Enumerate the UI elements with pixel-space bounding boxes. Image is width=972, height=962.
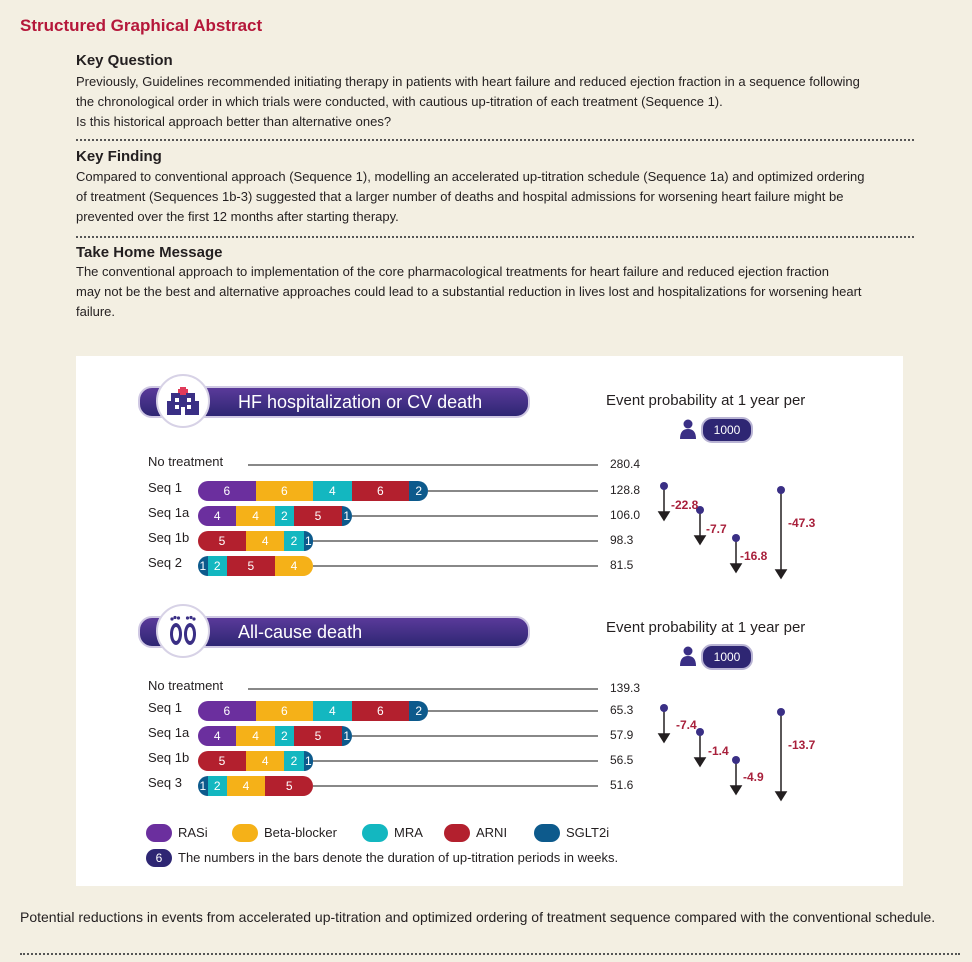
divider (76, 139, 914, 141)
sequence-label: Seq 2 (148, 555, 182, 570)
sequence-value: 81.5 (610, 558, 634, 572)
no-treatment-value: 139.3 (610, 681, 641, 695)
sequence-value: 98.3 (610, 533, 634, 547)
key-question-heading: Key Question (76, 52, 173, 69)
segment-arni: 5 (265, 776, 313, 796)
sequence-label: Seq 1b (148, 750, 190, 765)
segment-arni: 6 (352, 481, 410, 501)
segment-arni: 5 (294, 506, 342, 526)
segment-beta-blocker: 4 (246, 531, 284, 551)
segment-rasi: 6 (198, 701, 256, 721)
legend-example-chip (146, 849, 172, 867)
figure-caption: Potential reductions in events from accelerated up-titration and optimized ordering of treatment sequence compared with the conventional schedule. (20, 909, 936, 925)
sequence-track (313, 760, 598, 762)
sequence-label: Seq 1a (148, 725, 190, 740)
sequence-track (313, 565, 598, 567)
legend-swatch (232, 824, 258, 842)
segment-arni: 6 (352, 701, 410, 721)
segment-beta-blocker: 6 (256, 481, 314, 501)
segment-rasi: 4 (198, 506, 236, 526)
sequence-value: 51.6 (610, 778, 634, 792)
segment-rasi: 4 (198, 726, 236, 746)
key-finding-line: prevented over the first 12 months after starting therapy. (76, 209, 399, 224)
segment-beta-blocker: 4 (236, 726, 274, 746)
abstract-title: Structured Graphical Abstract (20, 16, 263, 35)
sequence-track (428, 710, 598, 712)
sequence-value: 106.0 (610, 508, 641, 522)
sequence-value: 65.3 (610, 703, 634, 717)
take-home-line: failure. (76, 304, 116, 319)
segment-sglt2i: 1 (304, 531, 314, 551)
sequence-value: 56.5 (610, 753, 634, 767)
sequence-bar (198, 556, 313, 576)
take-home-heading: Take Home Message (76, 244, 223, 261)
segment-beta-blocker: 6 (256, 701, 314, 721)
no-treatment-label: No treatment (148, 678, 224, 693)
hf-delta-arrows (651, 476, 811, 586)
hf-delta-seq1a: -22.8 (671, 498, 699, 512)
sequence-bar (198, 726, 352, 746)
death-delta-seq1b: -1.4 (708, 744, 729, 758)
key-question-line: Is this historical approach better than alternative ones? (76, 114, 392, 129)
segment-arni: 5 (198, 531, 246, 551)
segment-rasi: 6 (198, 481, 256, 501)
key-finding-heading: Key Finding (76, 148, 162, 165)
segment-mra: 2 (208, 556, 227, 576)
take-home-text (76, 262, 911, 322)
hf-banner-title: HF hospitalization or CV death (238, 392, 483, 412)
key-finding-line: of treatment (Sequences 1b-3) suggested that a larger number of deaths and hospital admissions for worsening heart failure might be (76, 189, 844, 204)
hf-delta-total: -47.3 (788, 516, 816, 530)
legend-example-number: 6 (155, 851, 163, 865)
death-delta-seq1a: -7.4 (676, 718, 697, 732)
segment-mra: 2 (275, 726, 294, 746)
segment-sglt2i: 1 (342, 726, 352, 746)
segment-beta-blocker: 4 (227, 776, 265, 796)
segment-mra: 2 (208, 776, 227, 796)
divider (20, 953, 960, 955)
legend-label: Beta-blocker (264, 825, 337, 840)
feet-icon (156, 604, 210, 658)
legend-label: MRA (394, 825, 423, 840)
segment-sglt2i: 2 (409, 701, 428, 721)
key-question-line: Previously, Guidelines recommended initiating therapy in patients with heart failure and reduced ejection fraction in a sequence following (76, 74, 860, 89)
sequence-label: Seq 1 (148, 700, 182, 715)
sequence-bar (198, 531, 313, 551)
sequence-bar (198, 776, 313, 796)
no-treatment-label: No treatment (148, 454, 224, 469)
segment-sglt2i: 1 (198, 776, 208, 796)
take-home-line: The conventional approach to implementation of the core pharmacological treatments for heart failure and reduced ejection fraction (76, 264, 829, 279)
sequence-track (313, 540, 598, 542)
per-count-pill: 1000 (701, 417, 753, 443)
segment-beta-blocker: 4 (236, 506, 274, 526)
sequence-bar (198, 481, 428, 501)
death-banner-title: All-cause death (238, 622, 363, 642)
figure-panel (76, 356, 903, 886)
take-home-line: may not be the best and alternative approaches could lead to a substantial reduction in lives lost and hospitalizations for worsening heart (76, 284, 862, 299)
event-probability-label: Event probability at 1 year per (606, 619, 806, 636)
no-treatment-track (248, 464, 598, 466)
segment-beta-blocker: 4 (246, 751, 284, 771)
segment-sglt2i: 1 (304, 751, 314, 771)
segment-beta-blocker: 4 (275, 556, 313, 576)
sequence-track (313, 785, 598, 787)
sequence-label: Seq 1 (148, 480, 182, 495)
sequence-label: Seq 1a (148, 505, 190, 520)
death-delta-seq3: -4.9 (743, 770, 764, 784)
legend-swatch (362, 824, 388, 842)
segment-mra: 2 (284, 751, 303, 771)
hospital-icon (156, 374, 210, 428)
event-probability-label: Event probability at 1 year per (606, 392, 806, 409)
legend-label: SGLT2i (566, 825, 610, 840)
segment-mra: 2 (284, 531, 303, 551)
sequence-value: 57.9 (610, 728, 634, 742)
sequence-track (428, 490, 598, 492)
no-treatment-value: 280.4 (610, 457, 641, 471)
death-delta-total: -13.7 (788, 738, 816, 752)
legend-swatch (444, 824, 470, 842)
divider (76, 236, 914, 238)
per-count-pill: 1000 (701, 644, 753, 670)
hf-delta-seq2: -16.8 (740, 549, 768, 563)
legend-label: RASi (178, 825, 208, 840)
legend-note: The numbers in the bars denote the duration of up-titration periods in weeks. (178, 850, 619, 865)
sequence-label: Seq 3 (148, 775, 182, 790)
segment-sglt2i: 2 (409, 481, 428, 501)
legend-label: ARNI (476, 825, 508, 840)
sequence-bar (198, 506, 352, 526)
hf-delta-seq1b: -7.7 (706, 522, 727, 536)
death-delta-arrows (651, 698, 811, 808)
segment-mra: 2 (275, 506, 294, 526)
segment-sglt2i: 1 (342, 506, 352, 526)
legend-swatch (534, 824, 560, 842)
legend-swatch (146, 824, 172, 842)
segment-arni: 5 (198, 751, 246, 771)
key-question-text (76, 72, 911, 132)
no-treatment-track (248, 688, 598, 690)
sequence-track (352, 735, 598, 737)
segment-sglt2i: 1 (198, 556, 208, 576)
person-icon (680, 646, 696, 671)
segment-mra: 4 (313, 481, 351, 501)
key-question-line: the chronological order in which trials were conducted, with cautious up-titration of each treatment (Sequence 1). (76, 94, 723, 109)
person-icon (680, 419, 696, 444)
key-finding-line: Compared to conventional approach (Sequence 1), modelling an accelerated up-titration schedule (Sequence 1a) and optimized ordering (76, 169, 865, 184)
sequence-bar (198, 701, 428, 721)
segment-arni: 5 (227, 556, 275, 576)
key-finding-text (76, 167, 911, 227)
segment-mra: 4 (313, 701, 351, 721)
sequence-label: Seq 1b (148, 530, 190, 545)
sequence-track (352, 515, 598, 517)
sequence-value: 128.8 (610, 483, 641, 497)
sequence-bar (198, 751, 313, 771)
segment-arni: 5 (294, 726, 342, 746)
